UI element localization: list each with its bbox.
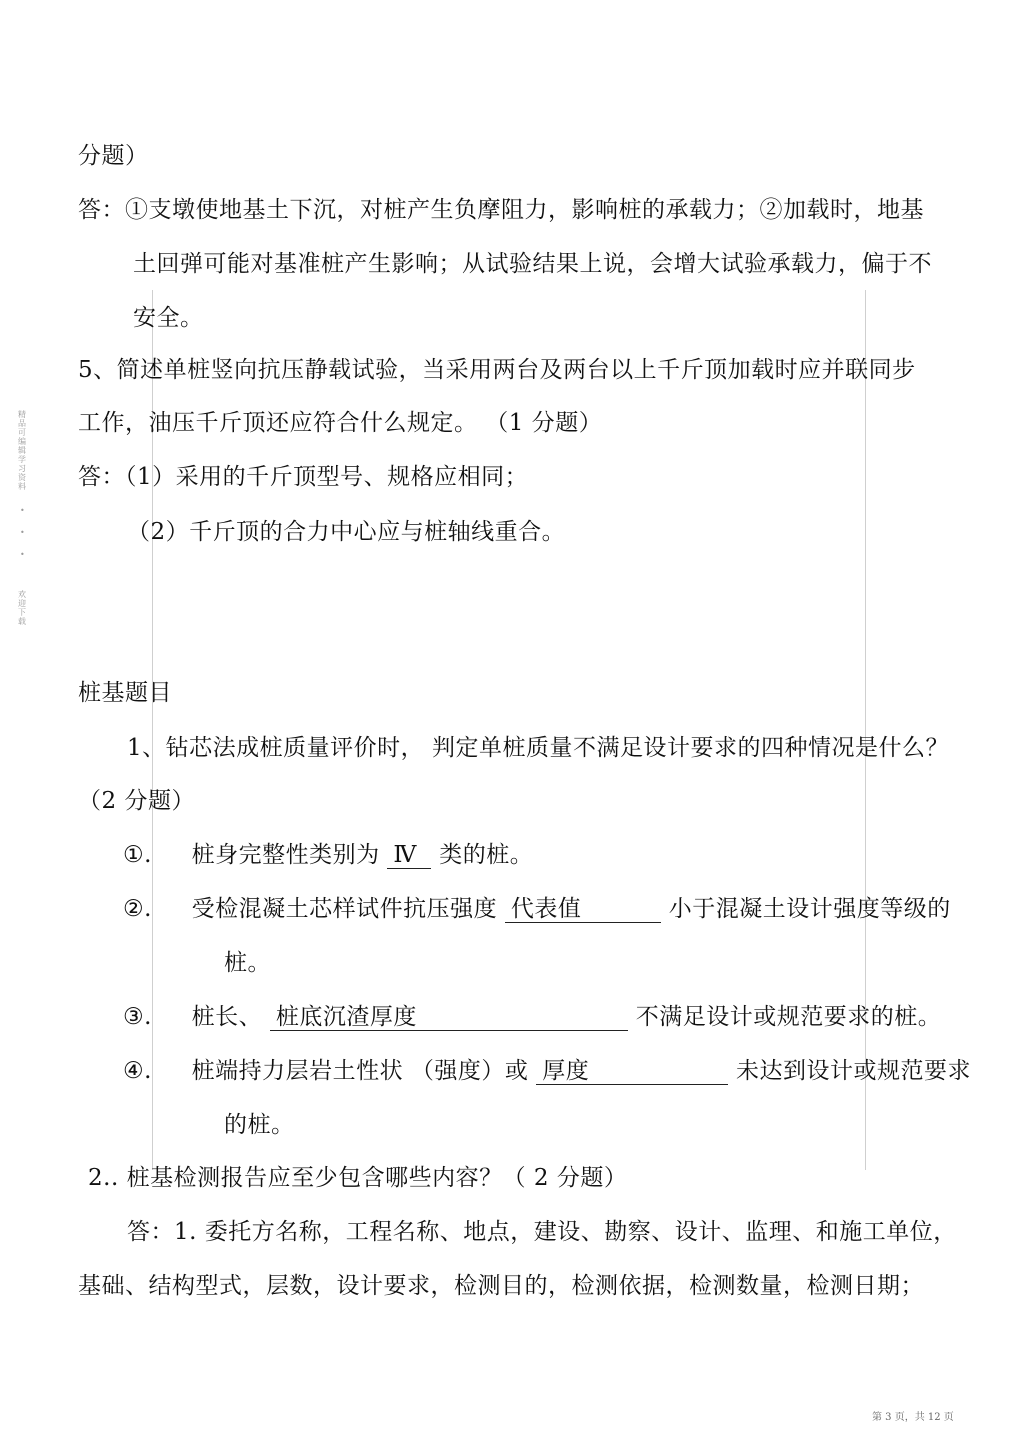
fill-blank: 桩底沉渣厚度 xyxy=(270,1004,628,1031)
answer-line: 安全。 xyxy=(133,305,204,331)
text-line: 分题） xyxy=(78,143,149,169)
item-number: ③. xyxy=(123,1004,152,1030)
list-item-continuation: 桩。 xyxy=(224,950,271,976)
item-text: 受检混凝土芯样试件抗压强度 xyxy=(191,896,505,922)
list-item-continuation: 的桩。 xyxy=(224,1112,295,1138)
answer-line: 答：①支墩使地基土下沉，对桩产生负摩阻力，影响桩的承载力；②加载时，地基 xyxy=(78,197,924,223)
item-number: ①. xyxy=(123,842,152,868)
frame-right-border xyxy=(865,290,866,1170)
list-item xyxy=(123,1056,971,1086)
answer-line: 基础、结构型式，层数，设计要求，检测目的，检测依据，检测数量，检测日期； xyxy=(78,1273,924,1299)
fill-blank: 代表值 xyxy=(505,896,661,923)
section-heading: 桩基题目 xyxy=(78,680,172,706)
answer-line: （2）千斤顶的合力中心应与桩轴线重合。 xyxy=(127,519,566,545)
item-text: 桩身完整性类别为 xyxy=(191,842,388,868)
side-watermark-bottom: 欢迎下载 xyxy=(18,590,26,626)
answer-line: 答：（1）采用的千斤顶型号、规格应相同； xyxy=(78,464,529,490)
answer-line: 土回弹可能对基准桩产生影响；从试验结果上说，会增大试验承载力，偏于不 xyxy=(133,251,932,277)
side-watermark-dots: • • • xyxy=(20,506,25,559)
fill-blank: 厚度 xyxy=(536,1058,728,1085)
item-number: ④. xyxy=(123,1058,152,1084)
side-watermark-top: 精品可编辑学习资料 xyxy=(18,410,26,491)
question-line: 5、简述单桩竖向抗压静载试验，当采用两台及两台以上千斤顶加载时应并联同步 xyxy=(78,357,916,383)
item-text: 桩端持力层岩土性状 （强度）或 xyxy=(191,1058,529,1084)
item-text: 桩长、 xyxy=(191,1004,270,1030)
item-text: 类的桩。 xyxy=(439,842,534,868)
list-item xyxy=(123,840,533,870)
fill-blank: Ⅳ xyxy=(387,842,431,869)
answer-line: 答：1. 委托方名称，工程名称、地点，建设、勘察、设计、监理、和施工单位， xyxy=(127,1219,957,1245)
item-text: 不满足设计或规范要求的桩。 xyxy=(635,1004,942,1030)
item-text: 未达到设计或规范要求 xyxy=(736,1058,971,1084)
question-line: 工作，油压千斤顶还应符合什么规定。 （1 分题） xyxy=(78,410,603,436)
page-footer: 第 3 页，共 12 页 xyxy=(872,1412,954,1423)
question-line: （2 分题） xyxy=(78,788,195,814)
list-item xyxy=(123,894,951,924)
question-line: 2.. 桩基检测报告应至少包含哪些内容？（ 2 分题） xyxy=(88,1165,628,1191)
question-line: 1、钻芯法成桩质量评价时， 判定单桩质量不满足设计要求的四种情况是什么？ xyxy=(127,735,949,761)
list-item xyxy=(123,1002,941,1032)
item-number: ②. xyxy=(123,896,152,922)
item-text: 小于混凝土设计强度等级的 xyxy=(668,896,951,922)
